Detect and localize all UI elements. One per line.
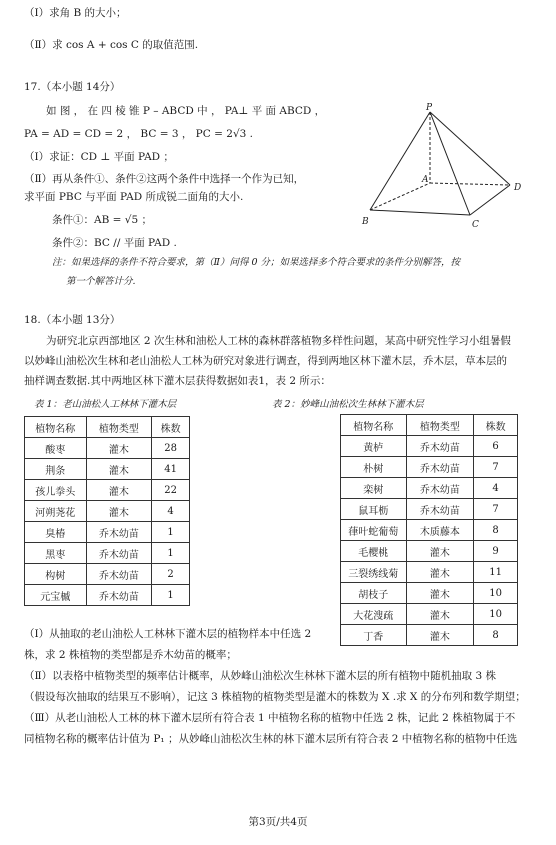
- table-row: [341, 625, 518, 646]
- table-cell: 4: [474, 478, 518, 499]
- table-header-cell: 株数: [474, 415, 518, 436]
- problem-18-header: 18.（本小题 13分）: [24, 314, 121, 326]
- table-header-row: [341, 415, 518, 436]
- table-cell: 荆条: [25, 459, 87, 480]
- table-row: [25, 543, 190, 564]
- table-cell: 灌木: [86, 501, 152, 522]
- table-cell: 28: [152, 438, 190, 459]
- table-cell: 灌木: [406, 625, 474, 646]
- table-cell: 7: [474, 499, 518, 520]
- table-cell: 构树: [25, 564, 87, 585]
- page-footer: 第3页/共4页: [248, 816, 308, 828]
- table-header-cell: 植物类型: [86, 417, 152, 438]
- problem-18-part-2a: （Ⅱ）以表格中植物类型的频率估计概率，从妙峰山油松次生林林下灌木层的所有植物中随机抽取 3 株: [24, 670, 496, 682]
- table-cell: 黄栌: [341, 436, 407, 457]
- table-cell: 毛樱桃: [341, 541, 407, 562]
- table-row: [341, 436, 518, 457]
- table-2-caption: 表 2：妙峰山油松次生林林下灌木层: [272, 399, 424, 410]
- table-cell: 9: [474, 541, 518, 562]
- table-cell: 41: [152, 459, 190, 480]
- table-cell: 10: [474, 583, 518, 604]
- table-cell: 灌木: [406, 562, 474, 583]
- table-cell: 三裂绣线菊: [341, 562, 407, 583]
- note-line-1: 注：如果选择的条件不符合要求，第（Ⅱ）问得 0 分；如果选择多个符合要求的条件分别解答，按: [52, 257, 461, 268]
- table-row: [25, 522, 190, 543]
- table-cell: 元宝槭: [25, 585, 87, 606]
- problem-17-line-2: PA = AD = CD = 2 ， BC = 3 ， PC = 2√3 .: [24, 128, 253, 140]
- table-cell: 6: [474, 436, 518, 457]
- table-cell: 乔木幼苗: [406, 478, 474, 499]
- table-cell: 8: [474, 520, 518, 541]
- table-cell: 1: [152, 522, 190, 543]
- table-cell: 木质藤本: [406, 520, 474, 541]
- table-1-caption: 表 1：老山油松人工林林下灌木层: [34, 399, 177, 410]
- table-cell: 丁香: [341, 625, 407, 646]
- table-row: [25, 438, 190, 459]
- problem-18-line-2: 以妙峰山油松次生林和老山油松人工林为研究对象进行调查，得到两地区林下灌木层，乔木层，草本层的: [24, 355, 507, 367]
- table-header-cell: 植物类型: [406, 415, 474, 436]
- problem-17-header: 17.（本小题 14分）: [24, 81, 121, 93]
- table-1: [24, 416, 190, 606]
- table-cell: 孩儿拳头: [25, 480, 87, 501]
- table-cell: 乔木幼苗: [86, 585, 152, 606]
- table-cell: 乔木幼苗: [86, 564, 152, 585]
- vertex-label-p: P: [426, 103, 433, 113]
- note-line-2: 第一个解答计分.: [66, 276, 136, 287]
- table-cell: 灌木: [86, 480, 152, 501]
- table-row: [25, 585, 190, 606]
- condition-2: 条件②：BC // 平面 PAD .: [52, 237, 177, 249]
- table-2: [340, 414, 518, 646]
- problem-18-part-3a: （Ⅲ）从老山油松人工林的林下灌木层所有符合表 1 中植物名称的植物中任选 2 株，记此 2 株植物属于不: [24, 712, 516, 724]
- table-cell: 乔木幼苗: [86, 543, 152, 564]
- table-row: [25, 501, 190, 522]
- vertex-label-d: D: [514, 183, 522, 193]
- table-cell: 1: [152, 543, 190, 564]
- table-cell: 大花溲疏: [341, 604, 407, 625]
- question-part-2: （Ⅱ）求 cos A + cos C 的取值范围.: [24, 39, 199, 51]
- table-cell: 10: [474, 604, 518, 625]
- table-header-cell: 植物名称: [341, 415, 407, 436]
- table-header-cell: 植物名称: [25, 417, 87, 438]
- table-cell: 2: [152, 564, 190, 585]
- condition-1: 条件①：AB = √5 ；: [52, 214, 152, 226]
- table-row: [341, 478, 518, 499]
- table-row: [341, 457, 518, 478]
- table-row: [25, 564, 190, 585]
- table-cell: 4: [152, 501, 190, 522]
- table-cell: 黑枣: [25, 543, 87, 564]
- table-cell: 22: [152, 480, 190, 501]
- vertex-label-a: A: [422, 175, 429, 185]
- problem-18-line-1: 为研究北京西部地区 2 次生林和油松人工林的森林群落植物多样性问题，某高中研究性学习小组暑假: [46, 335, 511, 347]
- table-cell: 乔木幼苗: [406, 436, 474, 457]
- table-cell: 胡枝子: [341, 583, 407, 604]
- table-cell: 栾树: [341, 478, 407, 499]
- vertex-label-c: C: [472, 220, 479, 230]
- table-cell: 乔木幼苗: [406, 457, 474, 478]
- table-cell: 灌木: [86, 459, 152, 480]
- problem-18-part-1b: 株，求 2 株植物的类型都是乔木幼苗的概率；: [24, 649, 237, 661]
- table-row: [341, 541, 518, 562]
- table-row: [341, 604, 518, 625]
- problem-18-part-1a: （Ⅰ）从抽取的老山油松人工林林下灌木层的植物样本中任选 2: [24, 628, 312, 640]
- problem-17-part-2: （Ⅱ）再从条件①、条件②这两个条件中选择一个作为已知，: [24, 173, 305, 185]
- table-cell: 灌木: [406, 604, 474, 625]
- table-cell: 酸枣: [25, 438, 87, 459]
- table-row: [341, 562, 518, 583]
- problem-18-part-2b: （假设每次抽取的结果互不影响），记这 3 株植物的植物类型是灌木的株数为 X .求 X 的分布列和数学期望；: [24, 691, 526, 703]
- table-cell: 灌木: [406, 583, 474, 604]
- table-cell: 乔木幼苗: [86, 522, 152, 543]
- question-part-1: （Ⅰ）求角 B 的大小；: [24, 7, 127, 19]
- table-cell: 1: [152, 585, 190, 606]
- table-row: [25, 459, 190, 480]
- problem-17-part-2-cont: 求平面 PBC 与平面 PAD 所成锐二面角的大小.: [24, 191, 244, 203]
- table-cell: 葎叶蛇葡萄: [341, 520, 407, 541]
- table-cell: 鼠耳枥: [341, 499, 407, 520]
- pyramid-figure: [360, 100, 530, 235]
- problem-17-line-1: 如 图 ， 在 四 棱 锥 P – ABCD 中 ， PA⊥ 平 面 ABCD ，: [46, 105, 326, 117]
- table-cell: 河朔荛花: [25, 501, 87, 522]
- table-cell: 灌木: [406, 541, 474, 562]
- table-row: [341, 520, 518, 541]
- table-row: [341, 583, 518, 604]
- table-cell: 7: [474, 457, 518, 478]
- table-row: [25, 480, 190, 501]
- problem-18-line-3: 抽样调查数据.其中两地区林下灌木层获得数据如表1，表 2 所示：: [24, 375, 331, 387]
- vertex-label-b: B: [362, 217, 369, 227]
- problem-17-part-1: （Ⅰ）求证：CD ⊥ 平面 PAD ；: [24, 151, 174, 163]
- table-cell: 朴树: [341, 457, 407, 478]
- table-row: [341, 499, 518, 520]
- problem-18-part-3b: 同植物名称的概率估计值为 P₁ ；从妙峰山油松次生林的林下灌木层所有符合表 2 中植物名称的植物中任选: [24, 733, 518, 745]
- table-header-row: [25, 417, 190, 438]
- table-cell: 臭椿: [25, 522, 87, 543]
- table-cell: 乔木幼苗: [406, 499, 474, 520]
- table-cell: 灌木: [86, 438, 152, 459]
- table-header-cell: 株数: [152, 417, 190, 438]
- table-cell: 11: [474, 562, 518, 583]
- table-cell: 8: [474, 625, 518, 646]
